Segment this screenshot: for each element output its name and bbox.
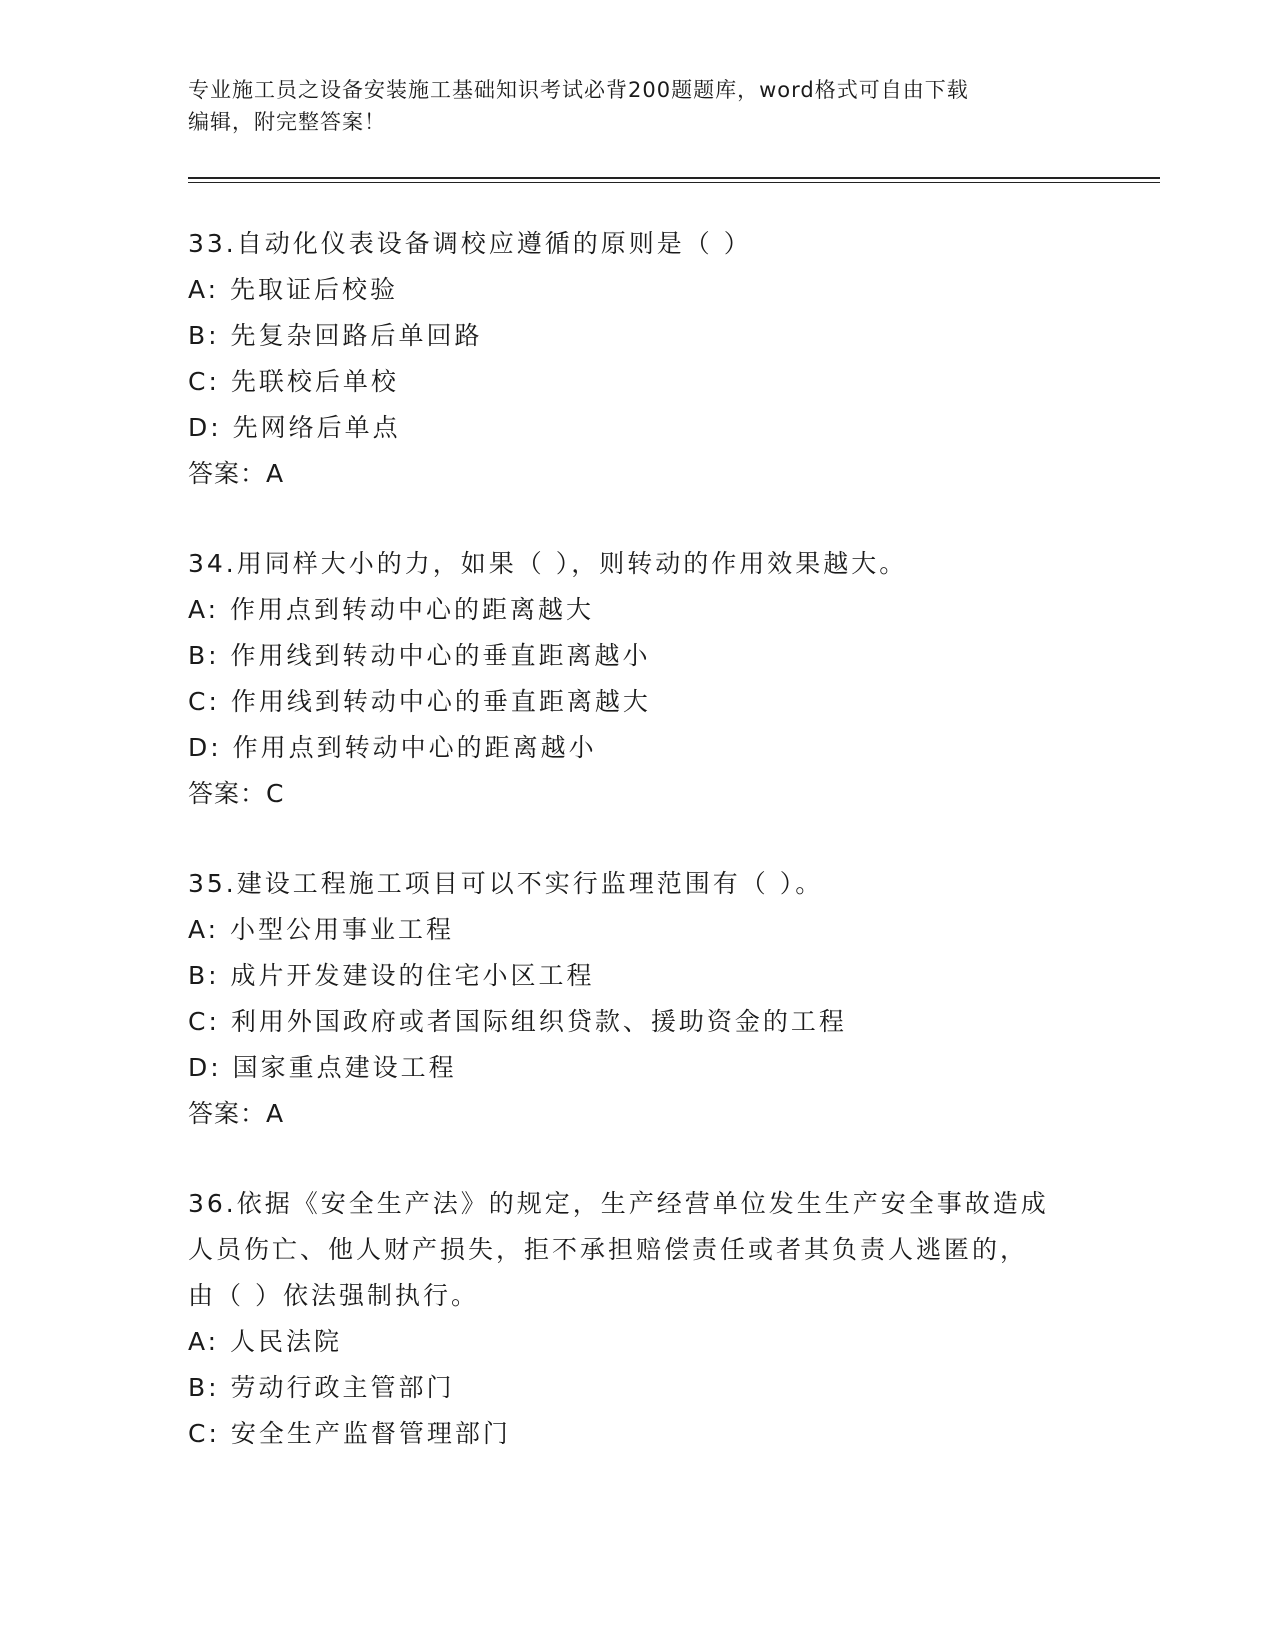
option-b: B: 劳动行政主管部门 bbox=[188, 1373, 455, 1402]
question-stem: 33.自动化仪表设备调校应遵循的原则是（ ） bbox=[188, 229, 752, 258]
header-divider-thin bbox=[188, 182, 1160, 183]
question-35 bbox=[188, 861, 1088, 1137]
header-line-2: 编辑，附完整答案！ bbox=[188, 110, 386, 134]
option-b: B: 成片开发建设的住宅小区工程 bbox=[188, 961, 595, 990]
question-36 bbox=[188, 1181, 1088, 1457]
option-c: C: 安全生产监督管理部门 bbox=[188, 1419, 511, 1448]
option-d: D: 作用点到转动中心的距离越小 bbox=[188, 733, 597, 762]
option-a: A: 人民法院 bbox=[188, 1327, 343, 1356]
answer: 答案：A bbox=[188, 459, 285, 488]
option-d: D: 国家重点建设工程 bbox=[188, 1053, 457, 1082]
option-a: A: 先取证后校验 bbox=[188, 275, 399, 304]
option-c: C: 利用外国政府或者国际组织贷款、援助资金的工程 bbox=[188, 1007, 847, 1036]
question-stem-line-3: 由（ ）依法强制执行。 bbox=[188, 1281, 479, 1310]
option-d: D: 先网络后单点 bbox=[188, 413, 401, 442]
option-a: A: 小型公用事业工程 bbox=[188, 915, 455, 944]
question-34 bbox=[188, 541, 1088, 817]
option-c: C: 作用线到转动中心的垂直距离越大 bbox=[188, 687, 651, 716]
option-c: C: 先联校后单校 bbox=[188, 367, 399, 396]
question-stem: 35.建设工程施工项目可以不实行监理范围有（ ）。 bbox=[188, 869, 824, 898]
question-stem: 34.用同样大小的力，如果（ ），则转动的作用效果越大。 bbox=[188, 549, 908, 578]
option-a: A: 作用点到转动中心的距离越大 bbox=[188, 595, 595, 624]
document-header bbox=[188, 74, 1088, 138]
answer: 答案：A bbox=[188, 1099, 285, 1128]
question-stem-line-1: 36.依据《安全生产法》的规定，生产经营单位发生生产安全事故造成 bbox=[188, 1189, 1049, 1218]
question-stem-line-2: 人员伤亡、他人财产损失，拒不承担赔偿责任或者其负责人逃匿的， bbox=[188, 1235, 1029, 1264]
option-b: B: 作用线到转动中心的垂直距离越小 bbox=[188, 641, 651, 670]
option-b: B: 先复杂回路后单回路 bbox=[188, 321, 483, 350]
header-line-1: 专业施工员之设备安装施工基础知识考试必背200题题库，word格式可自由下载 bbox=[188, 78, 969, 102]
answer: 答案：C bbox=[188, 779, 285, 808]
header-divider-thick bbox=[188, 177, 1160, 179]
question-33 bbox=[188, 221, 1088, 497]
